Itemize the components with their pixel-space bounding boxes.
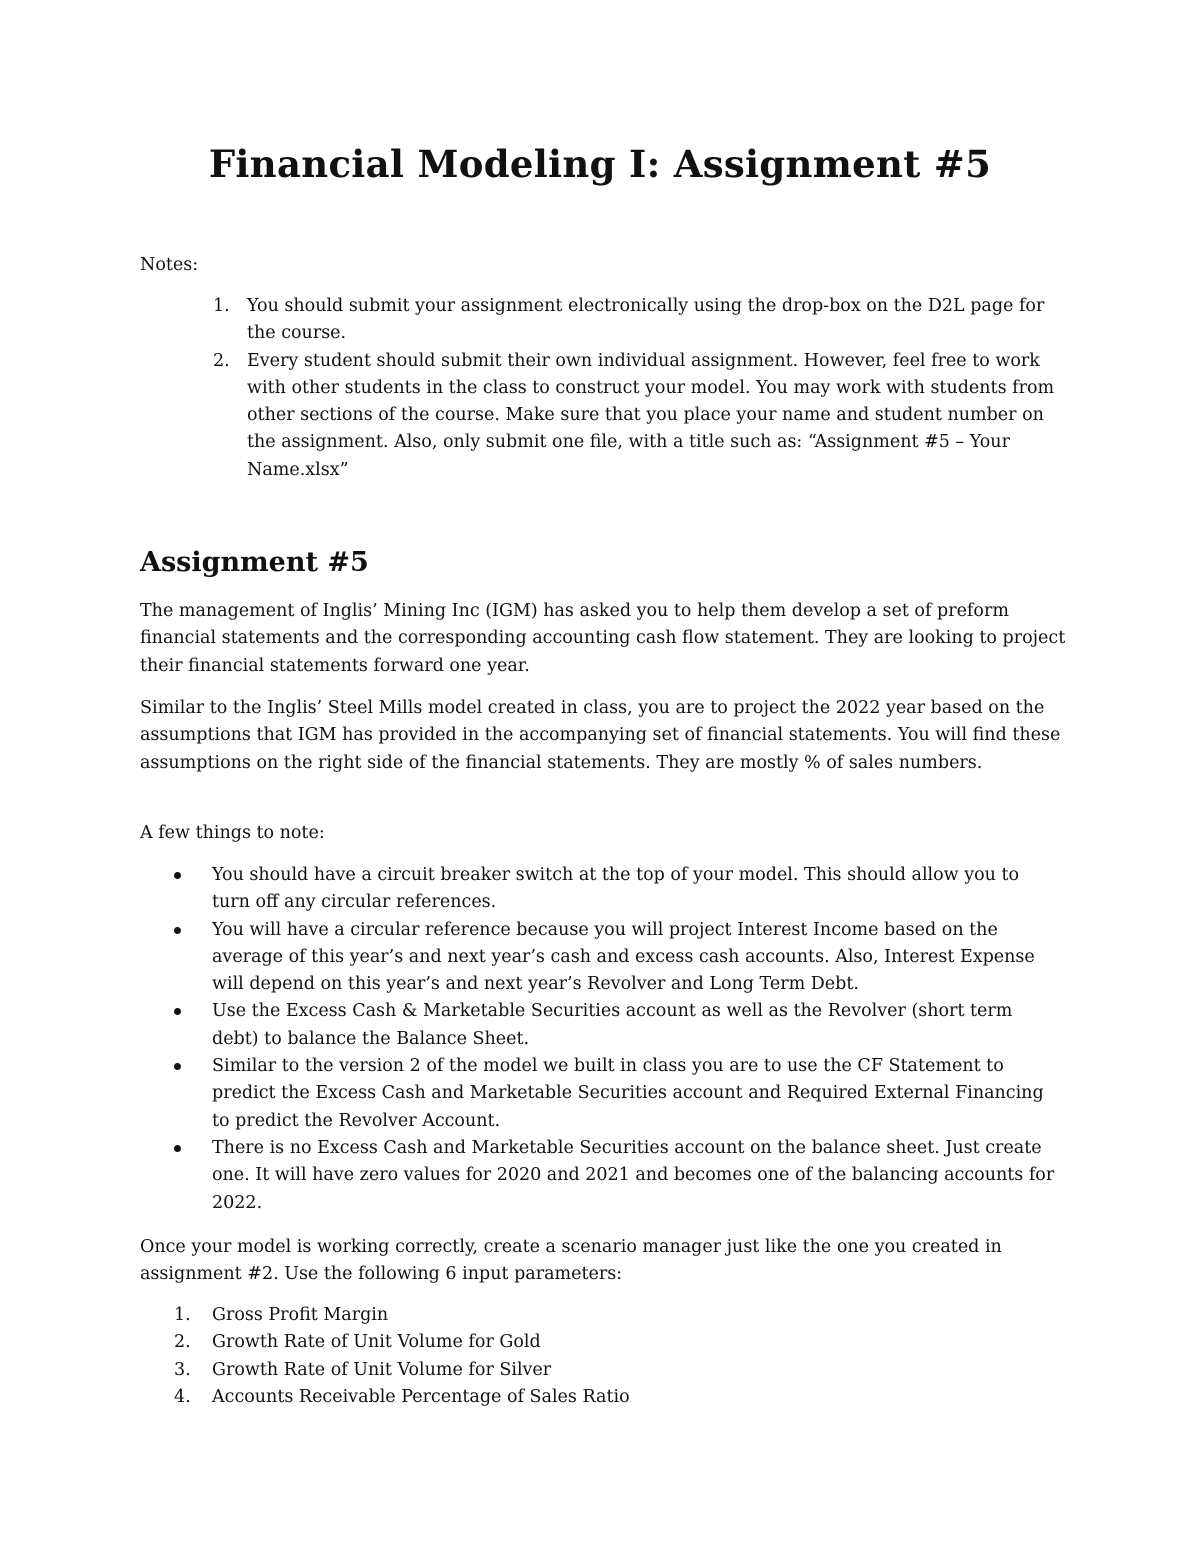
document-title: Financial Modeling I: Assignment #5 — [208, 142, 992, 186]
bullet-item — [140, 862, 1060, 917]
notes-item-number: 1. — [213, 296, 230, 316]
paragraph-things-to-note — [140, 820, 1070, 847]
bullet-item — [140, 1053, 1060, 1135]
section-heading: Assignment #5 — [140, 547, 369, 578]
bullet-list — [140, 862, 1060, 1217]
bullet-icon — [174, 1008, 181, 1015]
paragraph-intro — [140, 598, 1070, 680]
parameter-text: Accounts Receivable Percentage of Sales Ratio — [212, 1386, 630, 1407]
parameter-item — [140, 1384, 1060, 1411]
parameter-number: 3. — [174, 1359, 191, 1380]
bullet-icon — [174, 1063, 181, 1070]
parameter-text: Gross Profit Margin — [212, 1305, 389, 1325]
bullet-item — [140, 1135, 1060, 1217]
parameter-text: Growth Rate of Unit Volume for Gold — [212, 1332, 541, 1353]
bullet-item — [140, 998, 1060, 1053]
paragraph-assumptions — [140, 695, 1070, 777]
bullet-item — [140, 917, 1060, 999]
paragraph-text: Similar to the Inglis’ Steel Mills model created in class, you are to project the 2022 year based on the assumptions that IGM has provided in the accompanying set of financial statements. You will find these assumptions on the right side of the financial statements. They are mostly % of sales numbers. — [140, 698, 1061, 773]
notes-label: Notes: — [140, 255, 199, 275]
bullet-text: You will have a circular reference because you will project Interest Income based on the average of this year’s and next year’s cash and excess cash accounts. Also, Interest Expense will depend on this year’s and next year’s Revolver and Long Term Debt. — [212, 919, 1035, 995]
notes-item-text: You should submit your assignment electronically using the drop-box on the D2L page for the course. — [247, 296, 1045, 344]
parameter-item — [140, 1329, 1060, 1356]
notes-item — [140, 293, 1060, 348]
paragraph-text: The management of Inglis’ Mining Inc (IGM) has asked you to help them develop a set of preform financial statements and the corresponding accounting cash flow statement. They are looking to project their financial statements forward one year. — [140, 601, 1066, 676]
parameter-text: Growth Rate of Unit Volume for Silver — [212, 1359, 552, 1380]
bullet-icon — [174, 1145, 181, 1152]
bullet-text: There is no Excess Cash and Marketable Securities account on the balance sheet. Just create one. It will have zero values for 2020 and 2021 and becomes one of the balancing accounts for 2022. — [212, 1137, 1055, 1213]
bullet-text: Use the Excess Cash & Marketable Securities account as well as the Revolver (short term debt) to balance the Balance Sheet. — [212, 1001, 1013, 1049]
parameter-number: 1. — [174, 1305, 191, 1325]
bullet-text: You should have a circuit breaker switch at the top of your model. This should allow you to turn off any circular references. — [212, 865, 1020, 913]
parameter-list — [140, 1302, 1060, 1411]
paragraph-scenario — [140, 1234, 1070, 1289]
paragraph-text: A few things to note: — [140, 823, 325, 843]
paragraph-text: Once your model is working correctly, create a scenario manager just like the one you created in assignment #2. Use the following 6 input parameters: — [140, 1237, 1002, 1285]
notes-list — [140, 293, 1060, 484]
notes-item — [140, 348, 1060, 484]
parameter-number: 4. — [174, 1386, 191, 1407]
notes-item-number: 2. — [213, 350, 230, 371]
bullet-icon — [174, 927, 181, 934]
parameter-number: 2. — [174, 1332, 191, 1353]
bullet-text: Similar to the version 2 of the model we built in class you are to use the CF Statement to predict the Excess Cash and Marketable Securities account and Required External Financing to predict the Revolver Account. — [212, 1056, 1044, 1131]
notes-item-text: Every student should submit their own individual assignment. However, feel free to work with other students in the class to construct your model. You may work with students from other sections of the course. Make sure that you place your name and student number on the assignment. Also, only submit one file, with a title such as: “Assignment #5 – Your Name.xlsx” — [247, 350, 1055, 480]
parameter-item — [140, 1357, 1060, 1384]
bullet-icon — [174, 872, 181, 879]
parameter-item — [140, 1302, 1060, 1329]
